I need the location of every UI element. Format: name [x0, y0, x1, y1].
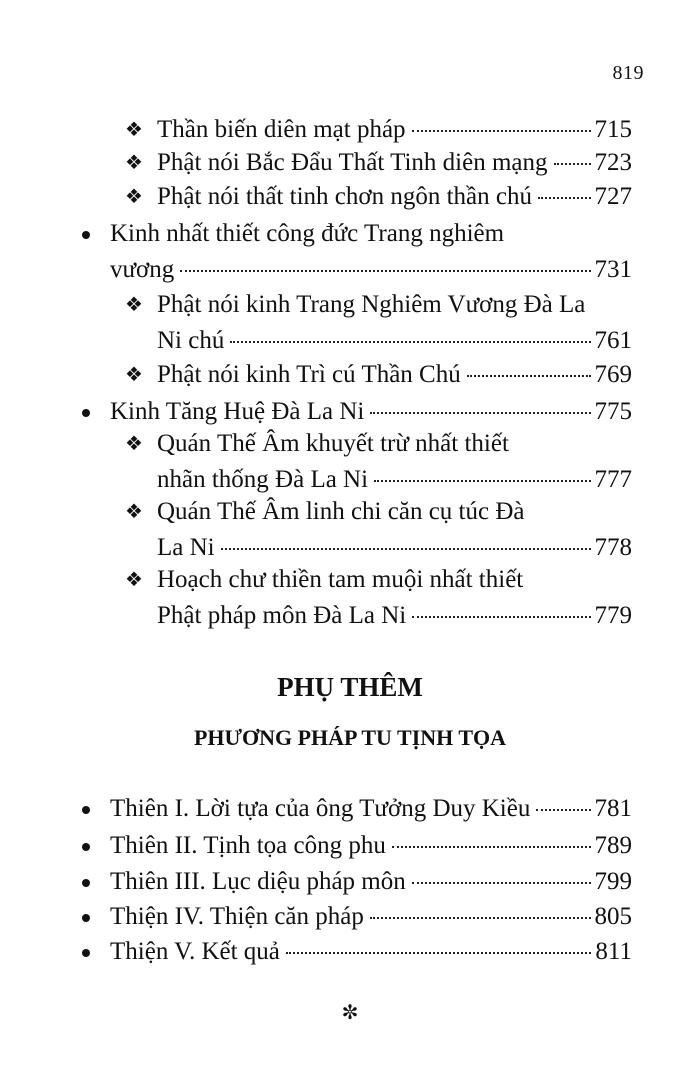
toc-entry: [125, 287, 632, 359]
diamond-dots-icon: ❖: [125, 152, 143, 174]
diamond-dots-icon: ❖: [125, 119, 143, 141]
toc-entry-title: Ni chú: [157, 327, 225, 354]
dot-leader: [180, 270, 590, 272]
page-number: 819: [612, 62, 644, 84]
round-bullet-icon: [82, 843, 90, 851]
round-bullet-icon: [82, 231, 90, 239]
toc-entry-title: vương: [110, 256, 175, 283]
toc-entry: [125, 145, 632, 181]
appendix-entry-page: 781: [594, 795, 632, 822]
toc-entry-page: 731: [594, 256, 632, 283]
diamond-dots-icon: ❖: [125, 364, 143, 386]
diamond-dots-icon: ❖: [125, 186, 143, 208]
dot-leader: [536, 809, 590, 811]
toc-entry-title: Phật nói thất tinh chơn ngôn thần chú: [157, 183, 532, 210]
toc-entry-page: 715: [594, 116, 632, 143]
appendix-entry-title: Thiên I. Lời tựa của ông Tưởng Duy Kiều: [110, 795, 531, 822]
toc-entry: [82, 394, 632, 430]
dot-leader: [467, 375, 591, 377]
appendix-entry-title: Thiên II. Tịnh tọa công phu: [110, 832, 386, 859]
appendix-entry-title: Thiện V. Kết quả: [110, 938, 280, 965]
diamond-dots-icon: ❖: [125, 569, 143, 591]
toc-entry-title-line: Phật nói kinh Trang Nghiêm Vương Đà La: [157, 291, 586, 318]
dot-leader: [374, 480, 590, 482]
toc-entry: [125, 426, 632, 498]
round-bullet-icon: [82, 806, 90, 814]
appendix-entry-page: 799: [594, 868, 632, 895]
toc-entry: [125, 494, 632, 566]
dot-leader: [554, 163, 591, 165]
round-bullet-icon: [82, 914, 90, 922]
toc-entry-page: 779: [594, 602, 632, 629]
diamond-dots-icon: ❖: [125, 501, 143, 523]
toc-entry-title: Phật pháp môn Đà La Ni: [157, 602, 407, 629]
appendix-entry: [82, 828, 632, 864]
appendix-entry-title: Thiên III. Lục diệu pháp môn: [110, 868, 406, 895]
toc-entry: [125, 562, 632, 634]
toc-entry: [82, 216, 632, 288]
dot-leader: [412, 882, 591, 884]
toc-entry: [125, 112, 632, 148]
toc-entry-page: 769: [594, 361, 632, 388]
dot-leader: [370, 412, 590, 414]
appendix-entry-page: 811: [595, 938, 632, 965]
appendix-entry: [82, 934, 632, 970]
toc-entry: [125, 357, 632, 393]
appendix-entry-page: 805: [594, 903, 632, 930]
toc-entry-title-line: Quán Thế Âm khuyết trừ nhất thiết: [157, 430, 509, 457]
toc-entry-page: 761: [594, 327, 632, 354]
dot-leader: [412, 130, 591, 132]
dot-leader: [230, 341, 590, 343]
appendix-subtitle: PHƯƠNG PHÁP TU TỊNH TỌA: [193, 725, 507, 750]
toc-entry-title: Thần biến diên mạt pháp: [157, 116, 406, 143]
appendix-entry: [82, 791, 632, 827]
toc-entry-title: Kinh Tăng Huệ Đà La Ni: [110, 398, 365, 425]
toc-entry: [125, 179, 632, 215]
toc-entry-title-line: Kinh nhất thiết công đức Trang nghiêm: [110, 220, 505, 247]
toc-entry-page: 775: [594, 398, 632, 425]
appendix-entry: [82, 864, 632, 900]
asterisk-flower-icon: ✼: [341, 1002, 359, 1024]
dot-leader: [392, 846, 591, 848]
appendix-entry-page: 789: [594, 832, 632, 859]
round-bullet-icon: [82, 879, 90, 887]
toc-entry-title-line: Hoạch chư thiền tam muội nhất thiết: [157, 566, 524, 593]
round-bullet-icon: [82, 949, 90, 957]
diamond-dots-icon: ❖: [125, 294, 143, 316]
toc-entry-title: nhãn thống Đà La Ni: [157, 466, 369, 493]
toc-entry-title: Phật nói Bắc Đẩu Thất Tinh diên mạng: [157, 149, 548, 176]
dot-leader: [412, 616, 590, 618]
toc-entry-title-line: Quán Thế Âm linh chi căn cụ túc Đà: [157, 498, 525, 525]
dot-leader: [286, 952, 592, 954]
appendix-entry-title: Thiện IV. Thiện căn pháp: [110, 903, 364, 930]
appendix-title: PHỤ THÊM: [277, 672, 423, 702]
round-bullet-icon: [82, 409, 90, 417]
toc-entry-page: 727: [594, 183, 632, 210]
dot-leader: [221, 548, 591, 550]
dot-leader: [370, 917, 591, 919]
appendix-entry: [82, 899, 632, 935]
diamond-dots-icon: ❖: [125, 433, 143, 455]
toc-entry-page: 778: [594, 534, 632, 561]
toc-entry-title: La Ni: [157, 534, 215, 561]
toc-entry-page: 723: [594, 149, 632, 176]
toc-entry-page: 777: [594, 466, 632, 493]
toc-entry-title: Phật nói kinh Trì cú Thần Chú: [157, 361, 461, 388]
dot-leader: [538, 197, 591, 199]
